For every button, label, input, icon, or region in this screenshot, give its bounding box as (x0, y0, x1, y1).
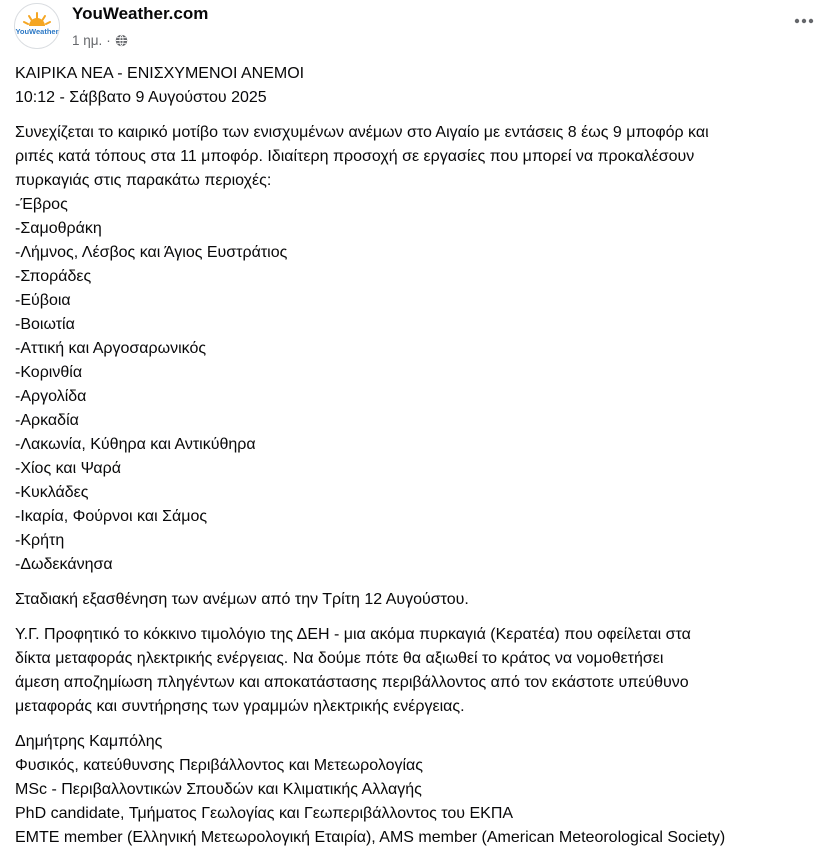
region-item: -Κυκλάδες (15, 484, 89, 501)
globe-icon (115, 34, 128, 47)
post-text (15, 62, 820, 861)
region-item: -Αργολίδα (15, 388, 87, 405)
ps-block (15, 623, 820, 719)
intro-block (15, 121, 820, 577)
region-item: -Δωδεκάνησα (15, 556, 113, 573)
region-item: -Λακωνία, Κύθηρα και Αντικύθηρα (15, 436, 256, 453)
meta-separator: · (106, 32, 111, 48)
more-options-icon (794, 18, 814, 24)
ps-line: άμεση αποζημίωση πληγέντων και αποκατάστασης περιβάλλοντος από τον εκάστοτε υπεύθυνο (15, 674, 689, 691)
page-avatar[interactable] (14, 3, 60, 49)
region-item: -Αττική και Αργοσαρωνικός (15, 340, 207, 357)
intro-line: Συνεχίζεται το καιρικό μοτίβο των ενισχυμένων ανέμων στο Αιγαίο με εντάσεις 8 έως 9 μποφόρ και (15, 124, 709, 141)
intro-line: πυρκαγιάς στις παρακάτω περιοχές: (15, 172, 272, 189)
region-item: -Χίος και Ψαρά (15, 460, 122, 477)
signature-line: Φυσικός, κατεύθυνσης Περιβάλλοντος και Μετεωρολογίας (15, 757, 424, 774)
ps-line: δίκτα μεταφοράς ηλεκτρικής ενέργειας. Να δούμε πότε θα αξιωθεί το κράτος να νομοθετήσει (15, 650, 664, 667)
weakening-line: Σταδιακή εξασθένηση των ανέμων από την Τρίτη 12 Αυγούστου. (15, 591, 469, 608)
region-item: -Κρήτη (15, 532, 65, 549)
weakening-block (15, 588, 820, 612)
ps-line: μεταφοράς και συντήρησης των γραμμών ηλεκτρικής ενέργειας. (15, 698, 465, 715)
region-item: -Λήμνος, Λέσβος και Άγιος Ευστράτιος (15, 244, 288, 261)
region-item: -Βοιωτία (15, 316, 75, 333)
post-title: ΚΑΙΡΙΚΑ ΝΕΑ - ΕΝΙΣΧΥΜΕΝΟΙ ΑΝΕΜΟΙ (15, 65, 305, 82)
youweather-logo (15, 4, 59, 48)
signature-line: ΕΜΤΕ member (Ελληνική Μετεωρολογική Εταιρία), AMS member (American Meteorological Society) (15, 829, 726, 846)
region-item: -Εύβοια (15, 292, 71, 309)
signature-block (15, 730, 820, 850)
post-title-block (15, 62, 820, 110)
post-header (14, 3, 822, 53)
post-date: 10:12 - Σάββατο 9 Αυγούστου 2025 (15, 89, 267, 106)
region-item: -Αρκαδία (15, 412, 79, 429)
intro-line: ριπές κατά τόπους στα 11 μποφόρ. Ιδιαίτερη προσοχή σε εργασίες που μπορεί να προκαλέσουν (15, 148, 695, 165)
more-options-button[interactable] (792, 9, 816, 33)
region-item: -Ικαρία, Φούρνοι και Σάμος (15, 508, 208, 525)
region-item: -Έβρος (15, 196, 68, 213)
post-meta (72, 31, 128, 49)
post-timestamp[interactable]: 1 ημ. (72, 32, 103, 48)
signature-line: Δημήτρης Καμπόλης (15, 733, 163, 750)
region-item: -Κορινθία (15, 364, 83, 381)
page-name-link[interactable]: YouWeather.com (72, 4, 209, 23)
region-item: -Σποράδες (15, 268, 92, 285)
signature-line: PhD candidate, Τμήματος Γεωλογίας και Γεωπεριβάλλοντος του ΕΚΠΑ (15, 805, 514, 822)
logo-wordmark: YouWeather (15, 27, 59, 36)
ps-line: Υ.Γ. Προφητικό το κόκκινο τιμολόγιο της ΔΕΗ - μια ακόμα πυρκαγιά (Κερατέα) που οφείλεται στα (15, 626, 691, 643)
signature-line: MSc - Περιβαλλοντικών Σπουδών και Κλιματικής Αλλαγής (15, 781, 422, 798)
region-item: -Σαμοθράκη (15, 220, 102, 237)
